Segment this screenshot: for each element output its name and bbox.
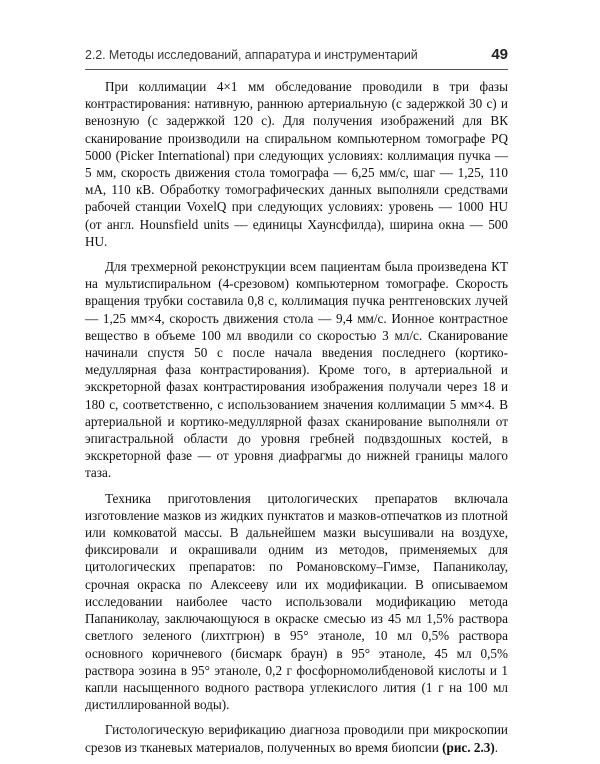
figure-reference[interactable]: (рис. 2.3) <box>442 739 495 755</box>
header-rule <box>85 69 508 70</box>
paragraph-collimation: При коллимации 4×1 мм обследование проводили в три фазы контрастирования: нативную, раннюю артериальную (с задержкой 30 с) и венозную (с задержкой 120 с). Для получения изображений для ВК сканирование производили на спиральном компьютерном томографе PQ 5000 (Picker International) при следующих условиях: коллимация пучка — 5 мм, скорость движения стола томографа — 6,25 мм/с, шаг — 1,25, 110 мА, 110 кВ. Обработку томографических данных выполняли средствами рабочей станции VoxelQ при следующих условиях: уровень — 1000 HU (от англ. Hounsfield units — единицы Хаунсфилда), ширина окна — 500 HU. <box>85 79 508 249</box>
running-head-title: 2.2. Методы исследований, аппаратура и инструментарий <box>85 48 418 62</box>
running-head <box>85 48 508 66</box>
paragraph-3d-reconstruction: Для трехмерной реконструкции всем пациентам была произведена КТ на мультиспиральном (4-срезовом) компьютерном томографе. Скорость вращения трубки составила 0,8 с, коллимация пучка рентгеновских лучей — 1,25 мм×4, скорость движения стола — 9,4 мм/с. Ионное контрастное вещество в объеме 100 мл вводили со скоростью 3 мл/с. Сканирование начинали спустя 50 с после начала введения последнего (кортико-медуллярная фаза контрастирования). Кроме того, в артериальной и экскреторной фазах контрастирования изображения получали через 18 и 180 с, соответственно, с использованием значения коллимации 5 мм×4. В артериальной и кортико-медуллярной фазах сканирование выполняли от эпигастральной области до уровня гребней подвздошных костей, в экскреторной фазе — от уровня диафрагмы до нижней границы малого таза. <box>85 259 508 481</box>
paragraph-histology <box>85 721 508 755</box>
sentence-end: . <box>494 739 499 755</box>
body-text <box>85 78 508 764</box>
histology-text: Гистологическую верификацию диагноза проводили при микроскопии срезов из тканевых материалов, полученных во время биопсии <box>85 722 508 755</box>
paragraph-cytology: Техника приготовления цитологических препаратов включала изготовление мазков из жидких пунктатов и мазков-отпечатков из плотной или комковатой массы. В дальнейшем мазки высушивали на воздухе, фиксировали и окрашивали одним из методов, применяемых для цитологических препаратов: по Романовскому–Гимзе, Папаниколау, срочная окраска по Алексееву или их модификации. В описываемом исследовании наиболее часто использовали модификацию метода Папаниколау, заключающуюся в окраске смесью из 45 мл 1,5% раствора светлого зеленого (лихтгрюн) в 95° этаноле, 10 мл 0,5% раствора основного коричневого (бисмарк браун) в 95° этаноле, 45 мл 0,5% раствора эозина в 95° этаноле, 0,2 г фосфорномолибденовой кислоты и 1 капли насыщенного водного раствора углекислого лития (1 г на 100 мл дистиллированной воды). <box>85 490 508 713</box>
page-number: 49 <box>491 46 508 63</box>
